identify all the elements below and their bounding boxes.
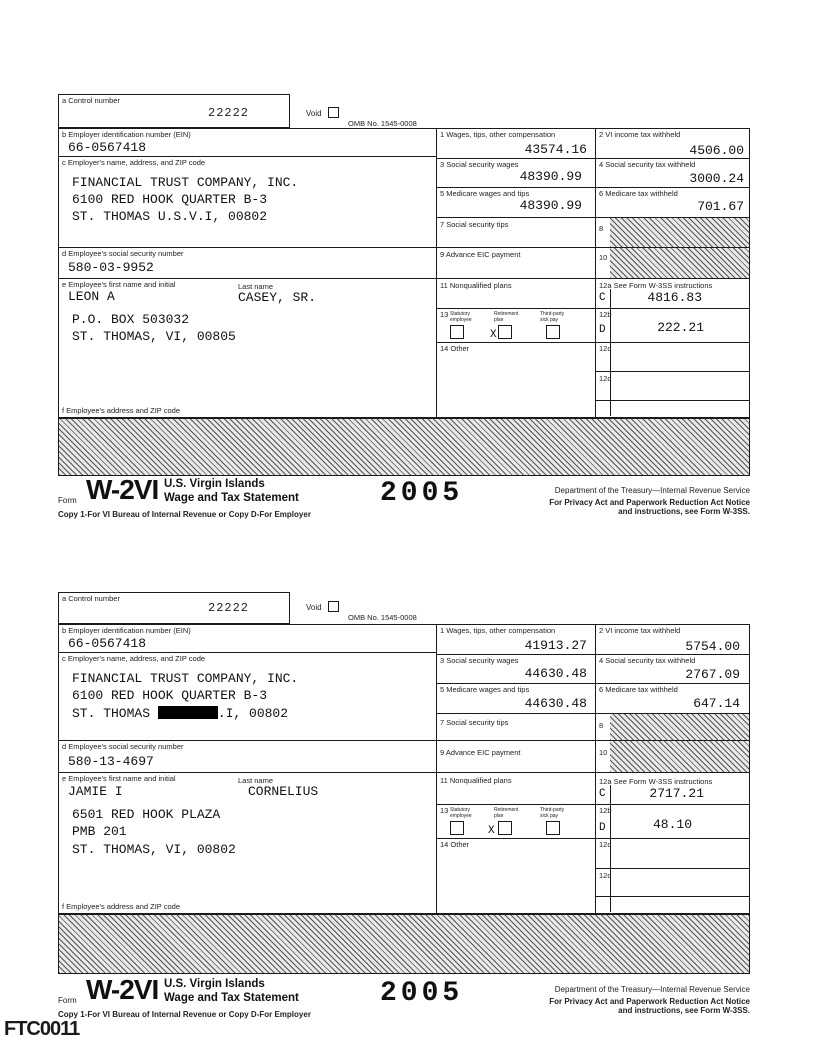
box-12b-label: 12b [599,806,612,815]
employer-label: c Employer's name, address, and ZIP code [62,158,206,167]
void-label: Void [306,109,322,118]
shaded-band [58,418,750,476]
box-12b-value: 48.10 [652,817,692,832]
employee-last-label: Last name [238,282,274,291]
employee-address-label: f Employee's address and ZIP code [62,902,181,911]
void-checkbox[interactable] [328,601,339,612]
privacy-line-1: For Privacy Act and Paperwork Reduction Act Notice [549,997,750,1006]
box-11-label: 11 Nonqualified plans [440,281,512,290]
control-number-label: a Control number [62,594,120,603]
box-4-label: 4 Social security tax withheld [599,656,696,665]
box-2-value: 5754.00 [685,639,740,654]
retirement-plan-mark: X [488,825,495,837]
employer-line-3 [72,706,288,721]
box-2-label: 2 VI income tax withheld [599,626,681,635]
box-7-label: 7 Social security tips [440,718,509,727]
ein-value: 66-0567418 [68,140,147,155]
box-12d-label: 12d [599,871,612,880]
box-4-value: 2767.09 [685,667,740,682]
box-8-label: 8 [599,721,604,730]
box-6-label: 6 Medicare tax withheld [599,189,678,198]
employer-line-3-start: ST. THOMAS [72,706,158,721]
box-9-label: 9 Advance EIC payment [440,250,521,259]
third-party-sick-pay-checkbox[interactable] [546,821,560,835]
employee-address-label: f Employee's address and ZIP code [62,406,181,415]
box-5-label: 5 Medicare wages and tips [440,189,530,198]
form-title-2: Wage and Tax Statement [164,992,299,1004]
box-5-value: 44630.48 [524,696,587,711]
form-word: Form [58,996,77,1005]
box-2-label: 2 VI income tax withheld [599,130,681,139]
employee-address-line-3: ST. THOMAS, VI, 00802 [72,842,236,857]
box-12b-code: D [599,324,606,336]
ssn-label: d Employee's social security number [62,249,184,258]
box-12a-value: 4816.83 [647,290,702,305]
box-11-label: 11 Nonqualified plans [440,776,512,785]
box-2-value: 4506.00 [689,143,744,158]
box-13-statutory: Statutory employee [450,807,472,819]
box-13-label: 13 [440,310,449,319]
omb-number: OMB No. 1545-0008 [348,613,417,622]
employer-line-1: FINANCIAL TRUST COMPANY, INC. [72,671,299,686]
box-1-value: 41913.27 [524,638,587,653]
box-13-statutory: Statutory employee [450,311,472,323]
privacy-line-2: and instructions, see Form W-3SS. [618,1006,750,1015]
copy-line: Copy 1-For VI Bureau of Internal Revenue or Copy D-For Employer [58,510,311,519]
ssn-value: 580-03-9952 [68,260,154,275]
box-3-label: 3 Social security wages [440,656,519,665]
employee-last-label: Last name [238,776,274,785]
omb-number: OMB No. 1545-0008 [348,119,417,128]
box-14-label: 14 Other [440,344,470,353]
employee-address-line-2: PMB 201 [72,824,127,839]
employee-first-label: e Employee's first name and initial [62,774,176,783]
tax-year: 2005 [380,978,464,1009]
box-5-value: 48390.99 [519,198,582,213]
box-12a-code: C [599,292,606,304]
box-12b-code: D [599,822,606,834]
department-line: Department of the Treasury—Internal Revenue Service [554,985,750,994]
ein-value: 66-0567418 [68,636,147,651]
redaction-block [158,706,218,719]
privacy-line-1: For Privacy Act and Paperwork Reduction Act Notice [549,498,750,507]
box-8-label: 8 [599,224,604,233]
employer-line-2: 6100 RED HOOK QUARTER B-3 [72,192,268,207]
employer-line-3-end: .I, 00802 [217,706,289,721]
box-6-value: 647.14 [693,696,740,711]
box-10-label: 10 [599,748,608,757]
employee-first-label: e Employee's first name and initial [62,280,176,289]
box-13-third-party: Third-party sick pay [540,807,565,819]
document-bates-id: FTC0011 [4,1018,80,1040]
form-name: W-2VI [86,974,159,1005]
employee-first-name: JAMIE I [68,784,123,799]
employee-address-line-1: P.O. BOX 503032 [72,312,190,327]
box-8-shaded [610,218,749,247]
tax-year: 2005 [380,478,464,509]
ssn-label: d Employee's social security number [62,742,184,751]
employee-first-name: LEON A [68,289,115,304]
box-8-shaded [610,714,749,740]
control-number-value: 22222 [208,106,250,120]
box-14-label: 14 Other [440,840,470,849]
box-6-label: 6 Medicare tax withheld [599,685,678,694]
employee-last-name: CASEY, SR. [238,290,317,305]
box-12a-label: 12a See Form W-3SS instructions [599,281,713,290]
form-title-1: U.S. Virgin Islands [164,978,265,990]
retirement-plan-checkbox[interactable] [498,325,512,339]
control-number-value: 22222 [208,601,250,615]
box-1-value: 43574.16 [524,142,587,157]
box-4-label: 4 Social security tax withheld [599,160,696,169]
box-10-label: 10 [599,253,608,262]
employer-label: c Employer's name, address, and ZIP code [62,654,206,663]
void-label: Void [306,603,322,612]
box-4-value: 3000.24 [689,171,744,186]
third-party-sick-pay-checkbox[interactable] [546,325,560,339]
form-title-2: Wage and Tax Statement [164,492,299,504]
employer-line-1: FINANCIAL TRUST COMPANY, INC. [72,175,299,190]
form-title-1: U.S. Virgin Islands [164,478,265,490]
w2vi-form-1 [58,94,750,524]
box-12d-label: 12d [599,374,612,383]
box-9-label: 9 Advance EIC payment [440,748,521,757]
box-1-label: 1 Wages, tips, other compensation [440,626,556,635]
statutory-employee-checkbox[interactable] [450,325,464,339]
box-13-third-party: Third-party sick pay [540,311,565,323]
retirement-plan-mark: X [490,329,497,341]
box-12b-value: 222.21 [657,320,704,335]
box-12b-label: 12b [599,310,612,319]
box-13-retirement: Retirement plan [494,311,519,323]
ein-label: b Employer identification number (EIN) [62,626,191,635]
box-12a-label: 12a See Form W-3SS instructions [599,777,713,786]
privacy-line-2: and instructions, see Form W-3SS. [618,507,750,516]
ssn-value: 580-13-4697 [68,754,154,769]
employer-line-3: ST. THOMAS U.S.V.I, 00802 [72,209,268,224]
box-13-retirement: Retirement plan [494,807,519,819]
form-word: Form [58,496,77,505]
box-10-shaded [610,248,749,278]
employer-line-2: 6100 RED HOOK QUARTER B-3 [72,688,268,703]
box-12a-value: 2717.21 [649,786,704,801]
employee-last-name: CORNELIUS [248,784,319,799]
box-3-value: 48390.99 [519,169,582,184]
void-checkbox[interactable] [328,107,339,118]
box-12a-code: C [599,788,606,800]
employee-address-line-1: 6501 RED HOOK PLAZA [72,807,221,822]
department-line: Department of the Treasury—Internal Revenue Service [554,486,750,495]
w2vi-form-2 [58,592,750,1022]
employee-address-line-2: ST. THOMAS, VI, 00805 [72,329,236,344]
box-3-label: 3 Social security wages [440,160,519,169]
box-12c-label: 12c [599,840,612,849]
box-6-value: 701.67 [697,199,744,214]
box-7-label: 7 Social security tips [440,220,509,229]
copy-line: Copy 1-For VI Bureau of Internal Revenue or Copy D-For Employer [58,1010,311,1019]
box-10-shaded [610,741,749,772]
ein-label: b Employer identification number (EIN) [62,130,191,139]
box-13-label: 13 [440,806,449,815]
form-name: W-2VI [86,474,159,505]
box-12c-label: 12c [599,344,612,353]
shaded-band [58,914,750,974]
control-number-label: a Control number [62,96,120,105]
box-5-label: 5 Medicare wages and tips [440,685,530,694]
statutory-employee-checkbox[interactable] [450,821,464,835]
box-1-label: 1 Wages, tips, other compensation [440,130,556,139]
box-3-value: 44630.48 [524,666,587,681]
retirement-plan-checkbox[interactable] [498,821,512,835]
